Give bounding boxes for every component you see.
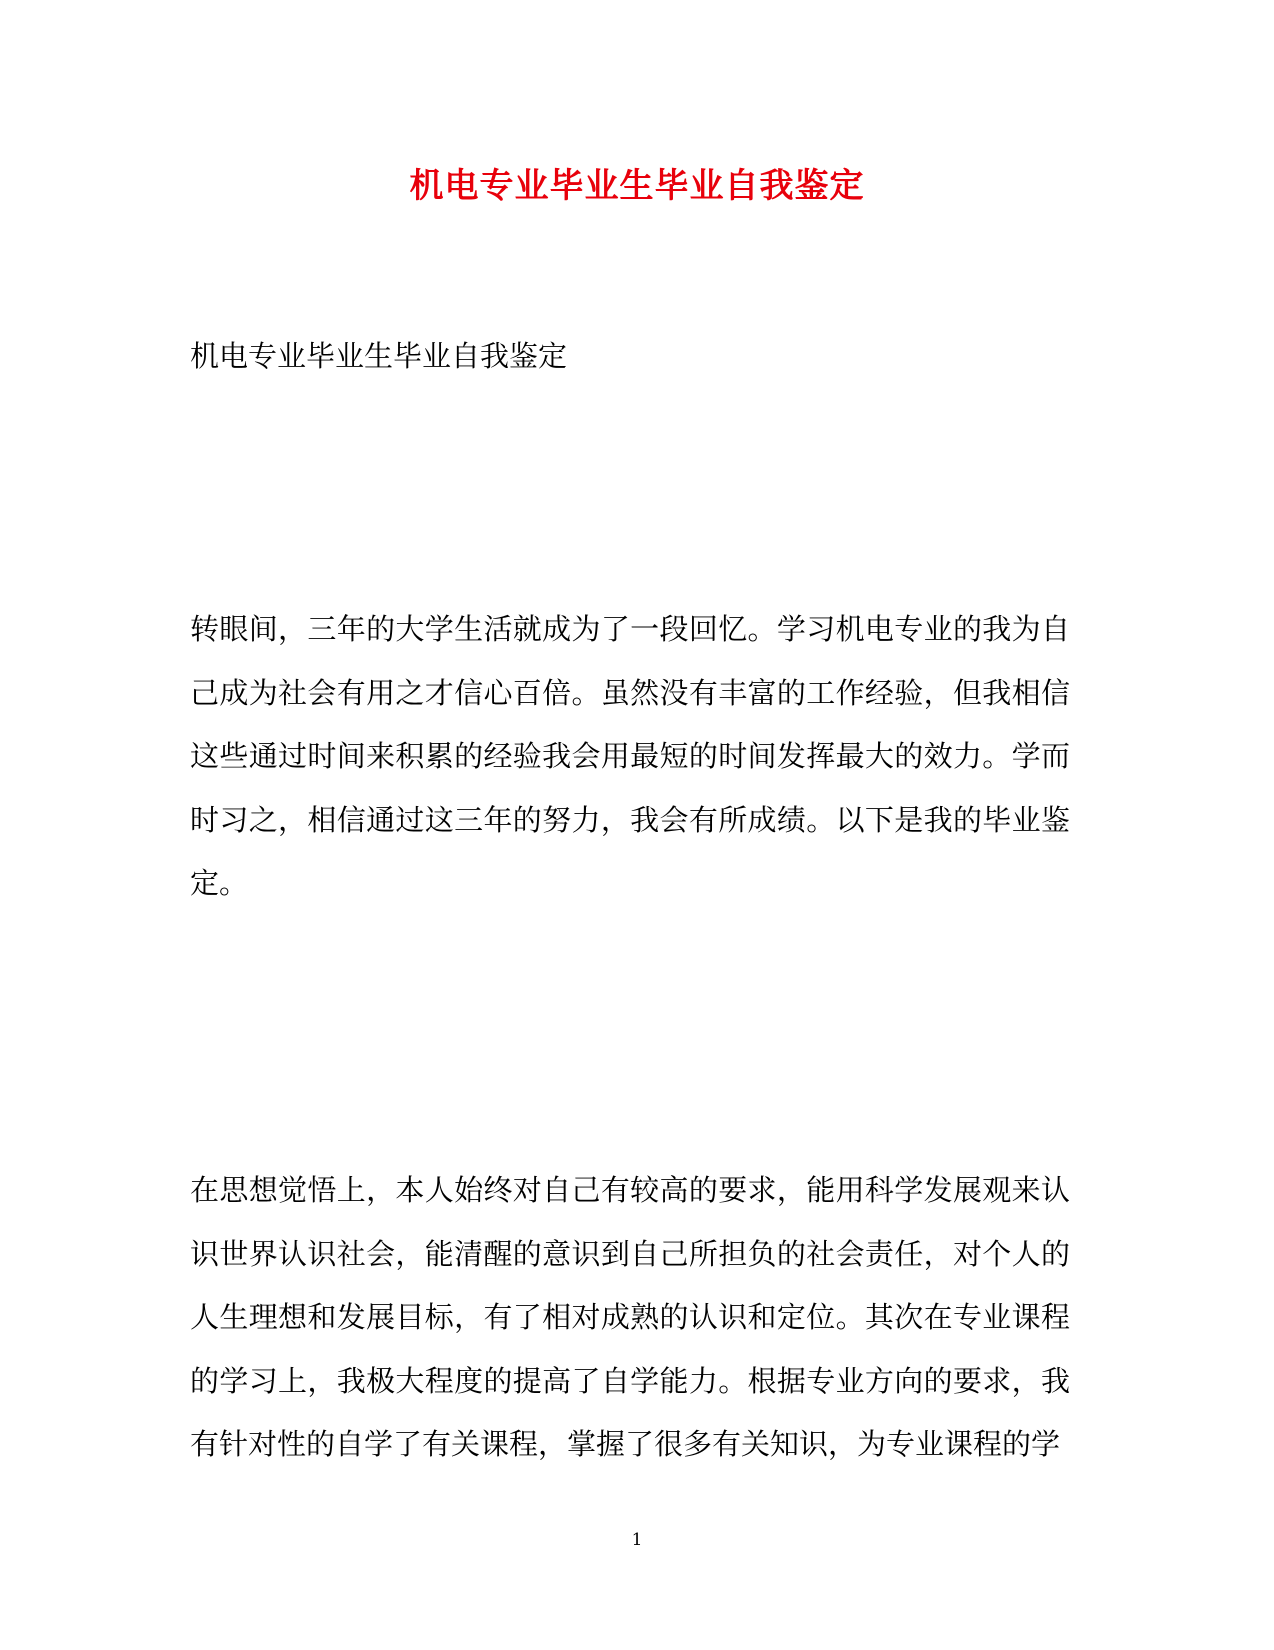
paragraph-intro: 转眼间，三年的大学生活就成为了一段回忆。学习机电专业的我为自己成为社会有用之才信心百倍。虽然没有丰富的工作经验，但我相信这些通过时间来积累的经验我会用最短的时间发挥最大的效力。学而时习之，相信通过这三年的努力，我会有所成绩。以下是我的毕业鉴定。 xyxy=(190,612,1070,900)
document-title: 机电专业毕业生毕业自我鉴定 xyxy=(409,166,865,206)
paragraph-ideology: 在思想觉悟上，本人始终对自己有较高的要求，能用科学发展观来认识世界认识社会，能清醒的意识到自己所担负的社会责任，对个人的人生理想和发展目标，有了相对成熟的认识和定位。其次在专业课程的学习上，我极大程度的提高了自学能力。根据专业方向的要求，我有针对性的自学了有关课程，掌握了很多有关知识，为专业课程的学 xyxy=(190,1173,1070,1461)
page-number: 1 xyxy=(631,1530,643,1550)
document-subtitle: 机电专业毕业生毕业自我鉴定 xyxy=(190,339,568,373)
